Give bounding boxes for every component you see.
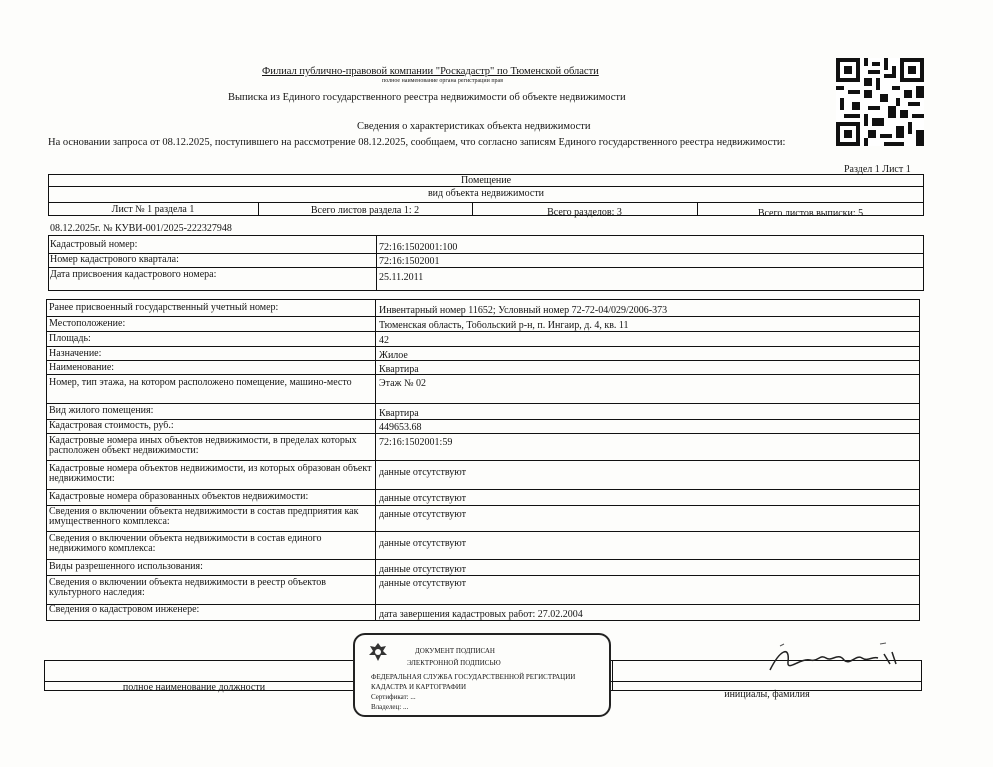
document-number: 08.12.2025г. № КУВИ-001/2025-222327948 [50, 223, 232, 234]
detail-value: данные отсутствуют [379, 468, 466, 478]
detail-value: данные отсутствуют [379, 494, 466, 504]
object-type: Помещение [460, 175, 512, 186]
object-type-caption: вид объекта недвижимости [427, 188, 545, 199]
detail-value: Тюменская область, Тобольский р-н, п. Ингаир, д. 4, кв. 11 [379, 321, 629, 331]
detail-value: 42 [379, 336, 389, 346]
detail-label: Вид жилого помещения: [49, 406, 154, 416]
detail-value: Этаж № 02 [379, 379, 426, 389]
initials-caption: инициалы, фамилия [724, 689, 810, 700]
detail-value: 449653.68 [379, 423, 422, 433]
document-title: Выписка из Единого государственного реестра недвижимости об объекте недвижимости [228, 92, 626, 103]
detail-label: Кадастровые номера иных объектов недвижимости, в пределах которых расположен объект недвижимости: [49, 436, 357, 456]
id-label: Кадастровый номер: [50, 240, 138, 250]
id-label: Дата присвоения кадастрового номера: [50, 270, 217, 280]
detail-value: Квартира [379, 365, 419, 375]
id-value: 25.11.2011 [379, 273, 424, 283]
detail-value: данные отсутствуют [379, 565, 466, 575]
stamp-line-1: ДОКУМЕНТ ПОДПИСАН [415, 647, 495, 655]
basis-text: На основании запроса от 08.12.2025, поступившего на рассмотрение 08.12.2025, сообщаем, что согласно записям Единого государственного реестра недвижимости: [48, 137, 786, 148]
signature-icon [760, 640, 910, 680]
detail-label: Ранее присвоенный государственный учетный номер: [49, 303, 279, 313]
detail-value: Квартира [379, 409, 419, 419]
section-label: Раздел 1 Лист 1 [844, 164, 911, 175]
stamp-line-4: КАДАСТРА И КАРТОГРАФИИ [371, 683, 466, 691]
subtitle: Сведения о характеристиках объекта недвижимости [357, 121, 591, 132]
stamp-line-5: Сертификат: ... [371, 693, 416, 701]
id-value: 72:16:1502001:100 [379, 243, 458, 253]
detail-value: Инвентарный номер 11652; Условный номер 72-72-04/029/2006-373 [379, 306, 668, 316]
detail-label: Сведения о включении объекта недвижимости в состав предприятия как имущественного комплекса: [49, 507, 359, 527]
detail-value: данные отсутствуют [379, 579, 466, 589]
detail-value: Жилое [379, 351, 408, 361]
sheets-in-section: Всего листов раздела 1: 2 [310, 205, 420, 216]
stamp-line-6: Владелец: ... [371, 703, 409, 711]
detail-value: дата завершения кадастровых работ: 27.02.2004 [379, 610, 583, 620]
emblem-icon [367, 641, 389, 663]
org-caption: полное наименование органа регистрации прав [382, 78, 504, 84]
total-sections: Всего разделов: 3 [547, 207, 622, 218]
detail-label: Наименование: [49, 363, 115, 373]
detail-value: данные отсутствуют [379, 539, 466, 549]
detail-label: Сведения о включении объекта недвижимости в состав единого недвижимого комплекса: [49, 534, 322, 554]
stamp-line-2: ЭЛЕКТРОННОЙ ПОДПИСЬЮ [407, 659, 501, 667]
e-signature-stamp [353, 633, 611, 717]
position-caption: полное наименование должности [122, 682, 266, 693]
id-value: 72:16:1502001 [379, 257, 440, 267]
total-sheets: Всего листов выписки: 5 [757, 208, 864, 219]
detail-label: Назначение: [49, 349, 102, 359]
detail-label: Виды разрешенного использования: [49, 562, 203, 572]
qr-code-icon [836, 58, 924, 146]
detail-value: 72:16:1502001:59 [379, 438, 453, 448]
id-label: Номер кадастрового квартала: [50, 255, 179, 265]
org-name: Филиал публично-правовой компании "Роскадастр" по Тюменской области [262, 66, 599, 77]
detail-label: Площадь: [49, 334, 91, 344]
detail-label: Сведения о кадастровом инженере: [49, 605, 200, 615]
detail-label: Местоположение: [49, 319, 126, 329]
detail-value: данные отсутствуют [379, 510, 466, 520]
detail-label: Номер, тип этажа, на котором расположено помещение, машино-место [49, 378, 352, 388]
stamp-line-3: ФЕДЕРАЛЬНАЯ СЛУЖБА ГОСУДАРСТВЕННОЙ РЕГИСТРАЦИИ [371, 673, 576, 681]
detail-label: Кадастровая стоимость, руб.: [49, 421, 174, 431]
detail-label: Кадастровые номера образованных объектов недвижимости: [49, 492, 309, 502]
sheet-number: Лист № 1 раздела 1 [111, 204, 195, 215]
detail-label: Сведения о включении объекта недвижимости в реестр объектов культурного наследия: [49, 578, 326, 598]
detail-label: Кадастровые номера объектов недвижимости, из которых образован объект недвижимости: [49, 464, 372, 484]
